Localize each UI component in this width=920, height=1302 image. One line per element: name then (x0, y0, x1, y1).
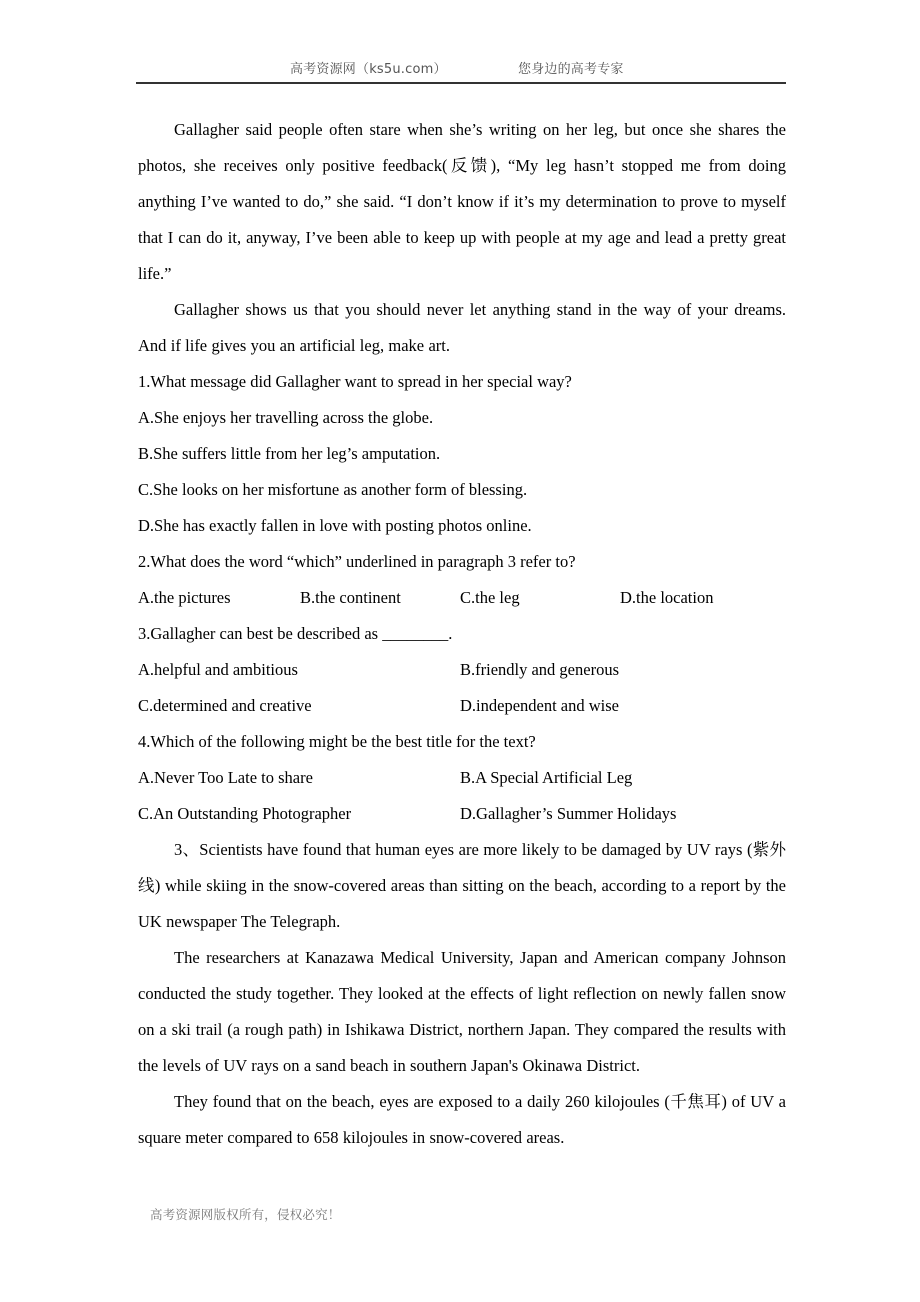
question-3-stem-suffix: . (448, 624, 453, 643)
question-2-option-a[interactable]: A.the pictures (138, 588, 231, 607)
question-1-option-c[interactable]: C.She looks on her misfortune as another form of blessing. (138, 480, 528, 499)
passage3-paragraph-2: The researchers at Kanazawa Medical University, Japan and American company Johnson conducted the study together. They looked at the effects of light reflection on newly fallen snow on a ski trail (a rough path) in Ishikawa District, northern Japan. They compared the results with the levels of UV rays on a sand beach in southern Japan's Okinawa District. (138, 948, 786, 1075)
question-4-option-c[interactable]: C.An Outstanding Photographer (138, 804, 352, 823)
question-2-option-c[interactable]: C.the leg (460, 588, 520, 607)
site-name-label: 高考资源网（ks5u.com） (290, 62, 447, 77)
passage3-paragraph-1: 3、Scientists have found that human eyes are more likely to be damaged by UV rays (紫外线) while skiing in the snow-covered areas than sitting on the beach, according to a report by the UK newspaper The Telegraph. (138, 840, 786, 931)
question-4-option-b[interactable]: B.A Special Artificial Leg (460, 768, 633, 787)
question-2-stem: 2.What does the word “which” underlined in paragraph 3 refer to? (138, 552, 576, 571)
question-3-answer-blank[interactable]: ________ (382, 624, 449, 643)
question-4-stem: 4.Which of the following might be the best title for the text? (138, 732, 536, 751)
question-1-option-d[interactable]: D.She has exactly fallen in love with posting photos online. (138, 516, 532, 535)
page-header (136, 58, 786, 88)
question-3-stem (138, 616, 786, 652)
question-4-options-row-1 (138, 760, 786, 796)
passage-paragraph-2: Gallagher shows us that you should never let anything stand in the way of your dreams. And if life gives you an artificial leg, make art. (138, 300, 786, 355)
page-footer-copyright: 高考资源网版权所有，侵权必究！ (150, 1207, 341, 1222)
passage-paragraph-1: Gallagher said people often stare when she’s writing on her leg, but once she shares the photos, she receives only positive feedback(反馈), “My leg hasn’t stopped me from doing anything I’ve wanted to do,” she said. “I don’t know if it’s my determination to prove to myself that I can do it, anyway, I’ve been able to keep up with people at my age and lead a pretty great life.” (138, 120, 786, 283)
question-1-option-b[interactable]: B.She suffers little from her leg’s amputation. (138, 444, 441, 463)
question-4-options-row-2 (138, 796, 786, 832)
question-4-option-d[interactable]: D.Gallagher’s Summer Holidays (460, 804, 677, 823)
question-4-option-a[interactable]: A.Never Too Late to share (138, 768, 313, 787)
question-3-option-b[interactable]: B.friendly and generous (460, 660, 619, 679)
site-tagline-label: 您身边的高考专家 (518, 62, 624, 77)
question-3-option-c[interactable]: C.determined and creative (138, 696, 312, 715)
question-2-options-row (138, 580, 786, 616)
document-content (138, 112, 786, 1156)
question-3-stem-prefix: 3.Gallagher can best be described as (138, 624, 383, 643)
question-3-option-d[interactable]: D.independent and wise (460, 696, 619, 715)
question-1-stem: 1.What message did Gallagher want to spread in her special way? (138, 372, 572, 391)
question-2-option-b[interactable]: B.the continent (300, 588, 401, 607)
question-3-option-a[interactable]: A.helpful and ambitious (138, 660, 298, 679)
header-divider (136, 82, 786, 84)
passage3-paragraph-3: They found that on the beach, eyes are exposed to a daily 260 kilojoules (千焦耳) of UV a square meter compared to 658 kilojoules in snow-covered areas. (138, 1092, 786, 1147)
question-2-option-d[interactable]: D.the location (620, 588, 714, 607)
header-row (136, 58, 786, 82)
question-3-options-row-1 (138, 652, 786, 688)
question-3-options-row-2 (138, 688, 786, 724)
question-1-option-a[interactable]: A.She enjoys her travelling across the globe. (138, 408, 434, 427)
